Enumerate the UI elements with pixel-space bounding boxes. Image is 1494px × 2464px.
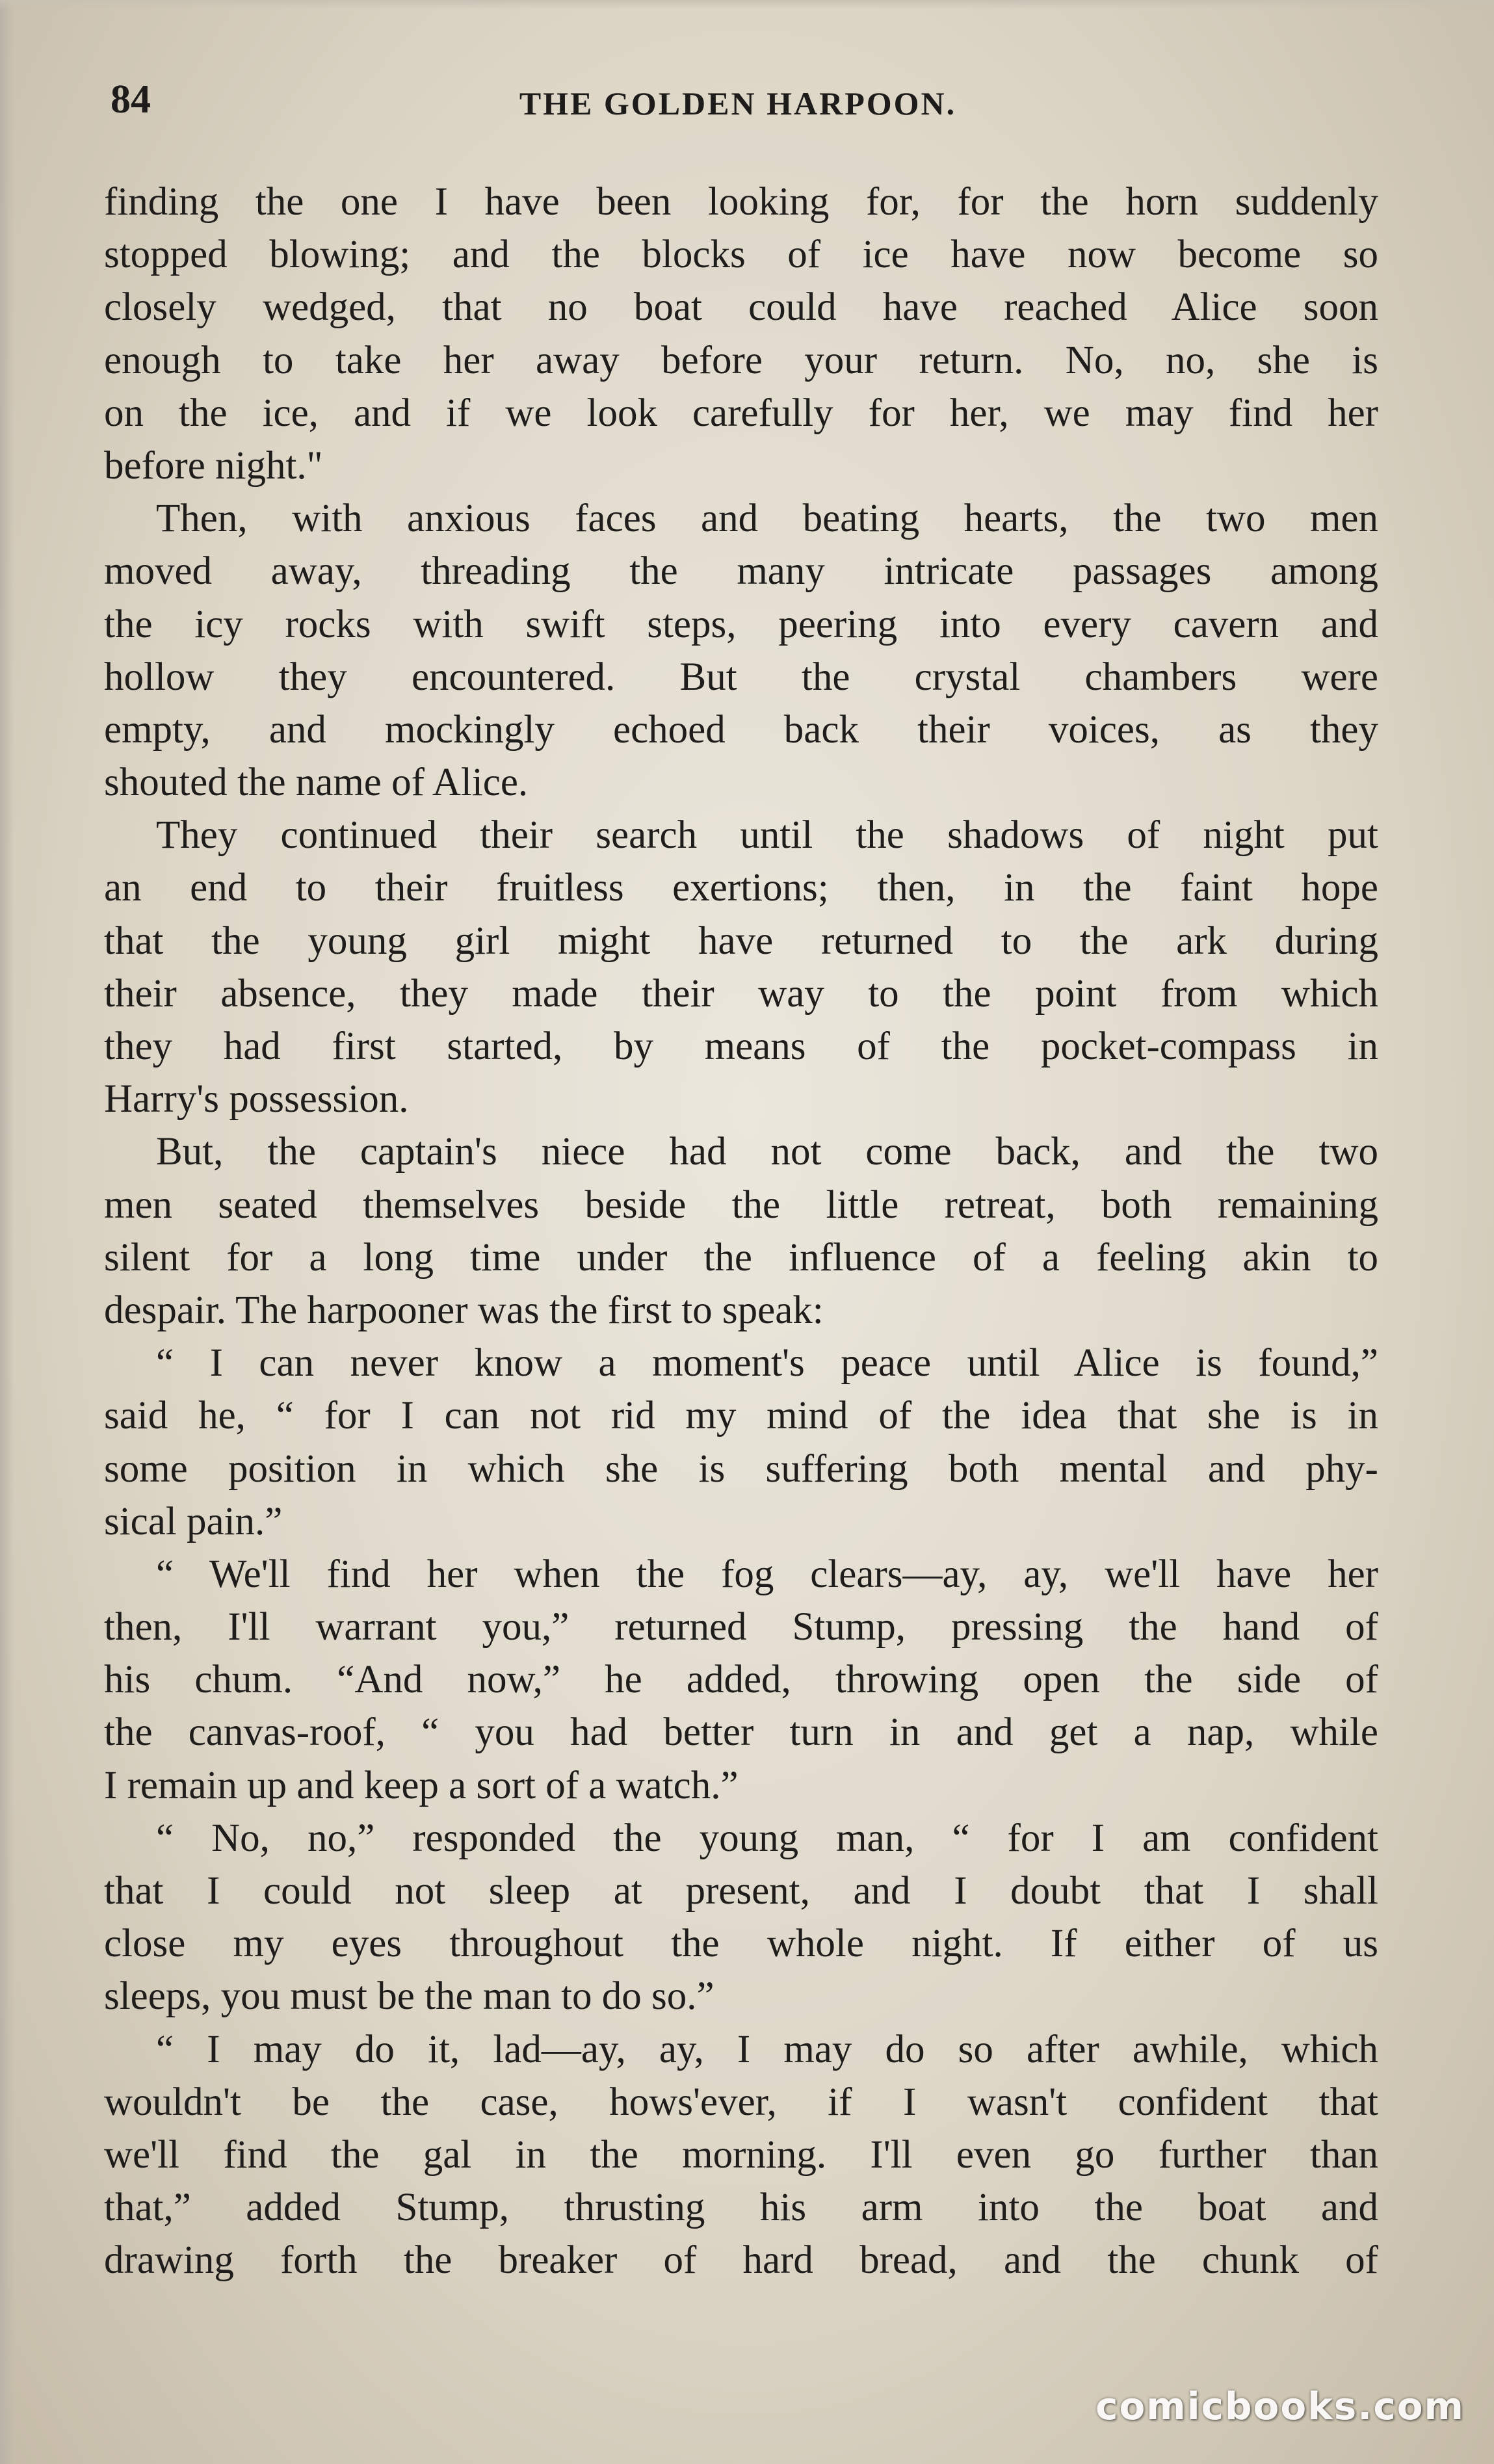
text-line: They continued their search until the shadows of night put	[156, 813, 1378, 858]
text-line: the icy rocks with swift steps, peering into every cavern and	[104, 602, 1378, 646]
text-line: But, the captain's niece had not come back, and the two	[156, 1130, 1378, 1174]
text-line: shouted the name of Alice.	[104, 761, 529, 805]
text-line: “ We'll find her when the fog clears—ay, ay, we'll have her	[156, 1552, 1378, 1596]
page-number: 84	[111, 77, 151, 122]
text-line: before night."	[104, 443, 323, 488]
text-line: “ I can never know a moment's peace until Alice is found,”	[156, 1341, 1378, 1385]
text-line: their absence, they made their way to the point from which	[104, 971, 1378, 1016]
page-header	[111, 77, 1365, 135]
text-line: said he, “ for I can not rid my mind of the idea that she is in	[104, 1394, 1378, 1438]
text-line: despair. The harpooner was the first to speak:	[104, 1288, 824, 1332]
body-text	[104, 176, 1378, 2287]
text-line: Harry's possession.	[104, 1077, 409, 1121]
text-line: that the young girl might have returned to the ark during	[104, 919, 1378, 963]
text-line: sical pain.”	[104, 1499, 283, 1543]
text-line: we'll find the gal in the morning. I'll even go further than	[104, 2132, 1378, 2177]
text-line: silent for a long time under the influence of a feeling akin to	[104, 1235, 1378, 1279]
text-line: Then, with anxious faces and beating hearts, the two men	[156, 497, 1378, 541]
page-top-edge-shadow	[0, 0, 1494, 9]
text-line: hollow they encountered. But the crystal chambers were	[104, 655, 1378, 699]
text-line: some position in which she is suffering both mental and phy-	[104, 1447, 1378, 1491]
text-line: I remain up and keep a sort of a watch.”	[104, 1763, 739, 1807]
text-line: that,” added Stump, thrusting his arm into the boat and	[104, 2186, 1378, 2230]
text-line: the canvas-roof, “ you had better turn in and get a nap, while	[104, 1710, 1378, 1755]
text-line: men seated themselves beside the little retreat, both remaining	[104, 1183, 1378, 1227]
text-line: “ No, no,” responded the young man, “ for I am confident	[156, 1816, 1378, 1860]
text-line: close my eyes throughout the whole night. If either of us	[104, 1922, 1378, 1966]
text-line: stopped blowing; and the blocks of ice have now become so	[104, 233, 1378, 277]
text-line: sleeps, you must be the man to do so.”	[104, 1974, 714, 2019]
text-line: enough to take her away before your return. No, no, she is	[104, 338, 1378, 382]
watermark-text: comicbooks.com	[1095, 2384, 1465, 2428]
text-line: finding the one I have been looking for, for the horn suddenly	[104, 180, 1378, 224]
text-line: they had first started, by means of the pocket-compass in	[104, 1025, 1378, 1068]
page-left-edge-shadow	[0, 0, 14, 2464]
text-line: drawing forth the breaker of hard bread, and the chunk of	[104, 2238, 1378, 2283]
text-line: that I could not sleep at present, and I doubt that I shall	[104, 1869, 1378, 1913]
text-line: wouldn't be the case, hows'ever, if I wasn't confident that	[104, 2080, 1378, 2124]
running-head: THE GOLDEN HARPOON.	[519, 85, 957, 122]
text-line: an end to their fruitless exertions; then, in the faint hope	[104, 866, 1378, 910]
text-line: empty, and mockingly echoed back their voices, as they	[104, 707, 1378, 752]
text-line: closely wedged, that no boat could have reached Alice soon	[104, 285, 1378, 330]
text-line: then, I'll warrant you,” returned Stump, pressing the hand of	[104, 1605, 1378, 1649]
text-line: “ I may do it, lad—ay, ay, I may do so after awhile, which	[156, 2027, 1378, 2071]
text-line: moved away, threading the many intricate passages among	[104, 549, 1378, 594]
text-line: on the ice, and if we look carefully for her, we may find her	[104, 391, 1378, 435]
text-line: his chum. “And now,” he added, throwing open the side of	[104, 1658, 1378, 1702]
